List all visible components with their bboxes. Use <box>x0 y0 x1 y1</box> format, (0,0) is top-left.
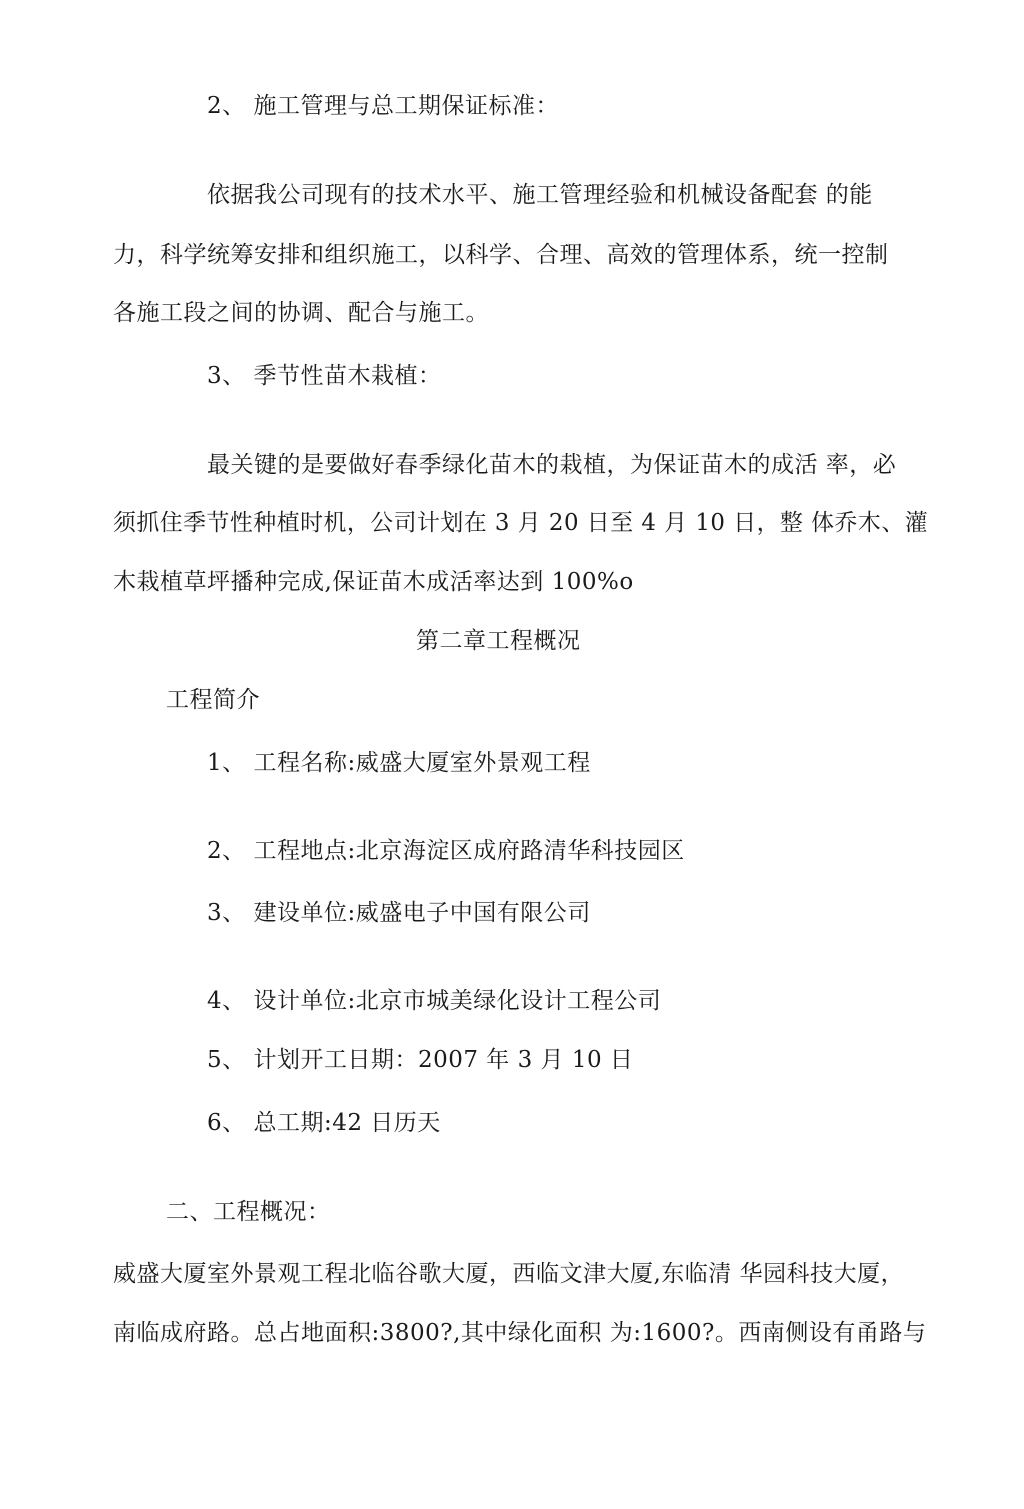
subsection-heading-project-intro: 工程简介 <box>166 687 260 713</box>
paragraph-line: 威盛大厦室外景观工程北临谷歌大厦，西临文津大厦,东临清 华园科技大厦， <box>113 1261 905 1287</box>
section-heading-construction-management: 2、 施工管理与总工期保证标准： <box>207 93 559 119</box>
paragraph-line: 须抓住季节性种植时机，公司计划在 3 月 20 日至 4 月 10 日，整 体乔木、灌 <box>113 510 929 536</box>
paragraph-line: 各施工段之间的协调、配合与施工。 <box>113 300 489 326</box>
list-item-project-location: 2、 工程地点:北京海淀区成府路清华科技园区 <box>207 838 685 864</box>
paragraph-line: 依据我公司现有的技术水平、施工管理经验和机械设备配套 的能 <box>207 182 873 208</box>
paragraph-line: 南临成府路。总占地面积:3800?,其中绿化面积 为:1600?。西南侧设有甬路与 <box>113 1320 927 1346</box>
chapter-title: 第二章工程概况 <box>416 628 581 654</box>
section-heading-seasonal-planting: 3、 季节性苗木栽植： <box>207 363 442 389</box>
list-item-project-name: 1、 工程名称:威盛大厦室外景观工程 <box>207 750 591 776</box>
list-item-start-date: 5、 计划开工日期：2007 年 3 月 10 日 <box>207 1047 634 1073</box>
section-heading-project-overview: 二、工程概况： <box>166 1199 331 1225</box>
paragraph-line: 最关键的是要做好春季绿化苗木的栽植，为保证苗木的成活 率，必 <box>207 452 897 478</box>
paragraph-line: 力，科学统筹安排和组织施工，以科学、合理、高效的管理体系，统一控制 <box>113 242 889 268</box>
list-item-developer: 3、 建设单位:威盛电子中国有限公司 <box>207 900 591 926</box>
list-item-total-duration: 6、 总工期:42 日历天 <box>207 1110 441 1136</box>
list-item-designer: 4、 设计单位:北京市城美绿化设计工程公司 <box>207 988 662 1014</box>
paragraph-line: 木栽植草坪播种完成,保证苗木成活率达到 100%o <box>113 569 634 595</box>
